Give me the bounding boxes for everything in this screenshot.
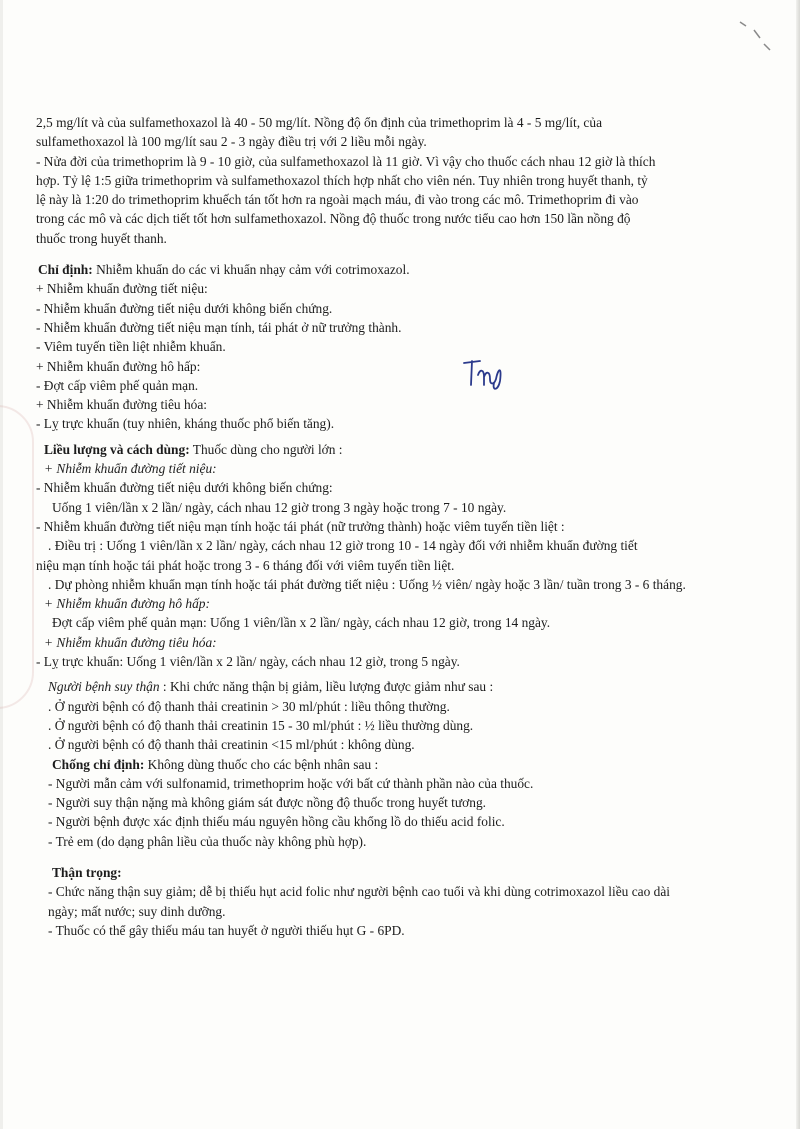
dosage-heading-line — [36, 440, 736, 459]
respiratory-subheading: + Nhiễm khuẩn đường hô hấp: — [44, 596, 210, 612]
caution-line: - Thuốc có thể gây thiếu máu tan huyết ở người thiếu hụt G - 6PD. — [48, 922, 405, 938]
dosage-line: Đợt cấp viêm phế quản mạn: Uống 1 viên/lần x 2 lần/ ngày, cách nhau 12 giờ, trong 14 ngày. — [52, 615, 551, 631]
caution-heading: Thận trọng: — [52, 864, 122, 880]
spacer — [36, 851, 736, 863]
intro-line: hợp. Tỷ lệ 1:5 giữa trimethoprim và sulfamethoxazol thích hợp nhất cho viên nén. Tuy nhiên trong huyết thanh, tỷ — [36, 172, 648, 188]
dosage-section — [36, 440, 736, 755]
contra-heading-line — [36, 755, 736, 774]
scan-right-edge — [796, 0, 800, 1129]
dosage-line: . Điều trị : Uống 1 viên/lần x 2 lần/ ngày, cách nhau 12 giờ trong 10 - 14 ngày đối với nhiễm khuẩn đường tiết — [48, 538, 638, 554]
indications-heading-line — [36, 260, 736, 279]
precautions-section — [36, 863, 736, 940]
indication-line: + Nhiễm khuẩn đường hô hấp: — [36, 358, 201, 374]
renal-heading-line — [36, 677, 736, 696]
renal-heading: Người bệnh suy thận — [48, 679, 160, 695]
spacer — [36, 248, 736, 260]
indication-line: - Đợt cấp viêm phế quản mạn. — [36, 377, 199, 393]
dosage-line: niệu mạn tính hoặc tái phát hoặc trong 3 - 6 tháng đối với viêm tuyến tiền liệt. — [36, 557, 455, 573]
indication-line: + Nhiễm khuẩn đường tiết niệu: — [36, 281, 208, 297]
renal-line: . Ở người bệnh có độ thanh thải creatinin 15 - 30 ml/phút : ½ liều thường dùng. — [48, 717, 474, 733]
contra-line: - Người mẫn cảm với sulfonamid, trimethoprim hoặc với bất cứ thành phần nào của thuốc. — [48, 775, 534, 791]
indication-line: - Lỵ trực khuẩn (tuy nhiên, kháng thuốc phổ biến tăng). — [36, 416, 335, 432]
page-corner-mark-icon — [734, 18, 774, 58]
intro-line: trong các mô và các dịch tiết tốt hơn sulfamethoxazol. Nồng độ thuốc trong nước tiểu cao hơn 150 lần nồng độ — [36, 211, 631, 227]
dosage-line: . Dự phòng nhiễm khuẩn mạn tính hoặc tái phát đường tiết niệu : Uống ½ viên/ ngày hoặc 3 lần/ tuần trong 3 - 6 tháng. — [48, 576, 686, 592]
intro-line: lệ này là 1:20 do trimethoprim khuếch tán tốt hơn ra ngoài mạch máu, đi vào trong các mô. Trimethoprim đi vào — [36, 192, 639, 208]
contra-line: - Trẻ em (do dạng phân liều của thuốc này không phù hợp). — [48, 833, 367, 849]
indications-intro: Nhiễm khuẩn do các vi khuẩn nhạy cảm với cotrimoxazol. — [92, 262, 410, 278]
indication-line: - Nhiễm khuẩn đường tiết niệu dưới không biến chứng. — [36, 300, 333, 316]
indication-line: - Viêm tuyến tiền liệt nhiễm khuẩn. — [36, 339, 226, 355]
caution-line: - Chức năng thận suy giảm; dễ bị thiếu hụt acid folic như người bệnh cao tuổi và khi dùng cotrimoxazol liều cao dài — [48, 884, 670, 900]
indications-section — [36, 260, 736, 434]
contraindications-section — [36, 755, 736, 851]
digestive-subheading: + Nhiễm khuẩn đường tiêu hóa: — [44, 634, 217, 650]
dosage-line: - Nhiễm khuẩn đường tiết niệu dưới không biến chứng: — [36, 480, 333, 496]
dosage-line: Uống 1 viên/lần x 2 lần/ ngày, cách nhau 12 giờ trong 3 ngày hoặc trong 7 - 10 ngày. — [52, 499, 507, 515]
caution-line: ngày; mất nước; suy dinh dưỡng. — [48, 903, 226, 919]
contra-line: - Người suy thận nặng mà không giám sát được nồng độ thuốc trong huyết tương. — [48, 795, 486, 811]
document-body — [36, 113, 736, 940]
pharmacokinetics-section — [36, 113, 736, 248]
renal-intro: : Khi chức năng thận bị giảm, liều lượng được giảm như sau : — [159, 679, 494, 695]
indication-line: - Nhiễm khuẩn đường tiết niệu mạn tính, tái phát ở nữ trưởng thành. — [36, 319, 402, 335]
contra-heading: Chống chỉ định: — [52, 756, 145, 772]
contra-line: - Người bệnh được xác định thiếu máu nguyên hồng cầu khổng lồ do thiếu acid folic. — [48, 814, 505, 830]
urinary-subheading: + Nhiễm khuẩn đường tiết niệu: — [44, 461, 217, 477]
dosage-line: - Nhiễm khuẩn đường tiết niệu mạn tính hoặc tái phát (nữ trưởng thành) hoặc viêm tuyến tiền liệt : — [36, 518, 565, 534]
dosage-line: - Lỵ trực khuẩn: Uống 1 viên/lần x 2 lần/ ngày, cách nhau 12 giờ, trong 5 ngày. — [36, 654, 460, 670]
indications-heading: Chỉ định: — [38, 262, 93, 278]
intro-line: thuốc trong huyết thanh. — [36, 230, 167, 246]
renal-line: . Ở người bệnh có độ thanh thải creatinin > 30 ml/phút : liều thông thường. — [48, 698, 450, 714]
faded-stamp — [0, 405, 34, 709]
intro-line: 2,5 mg/lít và của sulfamethoxazol là 40 - 50 mg/lít. Nồng độ ổn định của trimethoprim là 4 - 5 mg/lít, của — [36, 115, 603, 130]
intro-line: sulfamethoxazol là 100 mg/lít sau 2 - 3 ngày điều trị với 2 liều mỗi ngày. — [36, 134, 427, 150]
intro-line: - Nửa đời của trimethoprim là 9 - 10 giờ, của sulfamethoxazol là 11 giờ. Vì vậy cho thuốc cách nhau 12 giờ là thích — [36, 153, 656, 169]
indication-line: + Nhiễm khuẩn đường tiêu hóa: — [36, 397, 208, 413]
contra-intro: Không dùng thuốc cho các bệnh nhân sau : — [144, 756, 379, 772]
renal-line: . Ở người bệnh có độ thanh thải creatinin <15 ml/phút : không dùng. — [48, 737, 415, 753]
dosage-heading: Liều lượng và cách dùng: — [44, 441, 190, 457]
dosage-intro: Thuốc dùng cho người lớn : — [189, 441, 343, 457]
